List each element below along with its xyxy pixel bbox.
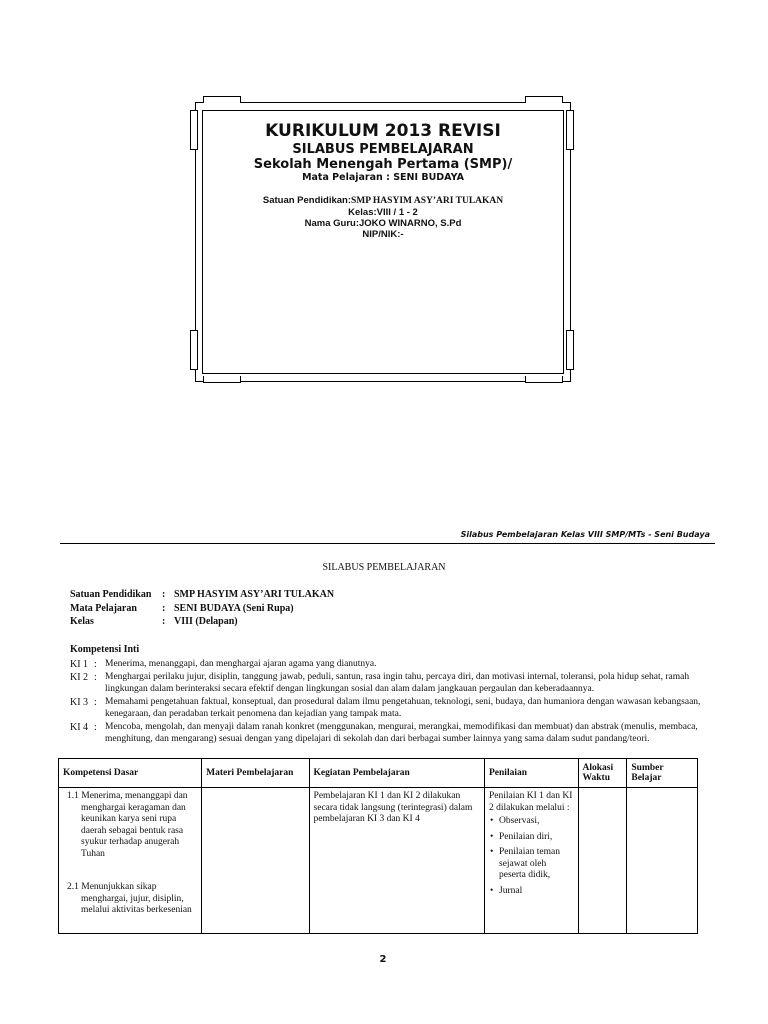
cover-kelas: Kelas:VIII / 1 - 2 — [348, 207, 418, 218]
cover-nip: NIP/NIK:- — [362, 229, 404, 240]
cover-satuan: Satuan Pendidikan:SMP HASYIM ASY’ARI TULAKAN — [262, 195, 504, 206]
ki-3-text: Memahami pengetahuan faktual, konseptual, dan prosedural dalam ilmu pengetahuan, teknologi, seni, budaya, dan humaniora dengan wawasan kebangsaan, kenegaraan, dan peradaban terkait penomena dan kejadian yang tampak mata. — [105, 697, 701, 719]
kd-1-1: 1.1 Menerima, menanggapi dan menghargai keragaman dan keunikan karya seni rupa daerah sebagai bentuk rasa syukur terhadap anugerah Tuhan — [67, 791, 188, 859]
ki-heading: Kompetensi Inti — [70, 644, 140, 655]
ki-3-code: KI 3 — [70, 697, 89, 708]
ki-4-code: KI 4 — [70, 722, 89, 733]
document-title: SILABUS PEMBELAJARAN — [322, 562, 446, 573]
running-header: Silabus Pembelajaran Kelas VIII SMP/MTs - Seni Budaya — [460, 530, 710, 539]
kd-2-1: 2.1 Menunjukkan sikap menghargai, jujur, disiplin, melalui aktivitas berkesenian — [67, 882, 192, 915]
cover-corner-tl — [203, 96, 241, 103]
ki-4-colon: : — [94, 722, 97, 733]
ki-2-colon: : — [94, 672, 97, 683]
ki-1-code: KI 1 — [70, 659, 89, 670]
page-number: 2 — [379, 954, 387, 965]
cover-corner-tr — [525, 96, 563, 103]
cell-alokasi — [578, 788, 627, 934]
ki-2-code: KI 2 — [70, 672, 89, 683]
penilaian-list — [489, 816, 574, 897]
header-alokasi: Alokasi Waktu — [578, 759, 627, 788]
cover-tab-right-bottom — [566, 330, 574, 370]
header-rule — [60, 543, 715, 544]
cover-tab-left-bottom — [190, 330, 198, 370]
list-item: • Penilaian teman sejawat oleh peserta didik, — [499, 847, 574, 882]
ki-2-text: Menghargai perilaku jujur, disiplin, tanggung jawab, peduli, santun, rasa ingin tahu, percaya diri, dan motivasi internal, toleransi, pola hidup sehat, ramah lingkungan dalam berinteraksi secara efektif dengan lingkungan sosial dan alam dalam jangkauan pergaulan dan keberadaannya. — [105, 672, 690, 694]
cell-kegiatan: Pembelajaran KI 1 dan KI 2 dilakukan secara tidak langsung (terintegrasi) dalam pembelajaran KI 3 dan KI 4 — [309, 788, 484, 934]
list-item: • Observasi, — [499, 816, 574, 828]
ki-4-text: Mencoba, mengolah, dan menyaji dalam ranah konkret (menggunakan, mengurai, merangkai, memodifikasi dan membuat) dan abstrak (menulis, membaca, menghitung, dan mengarang) sesuai dengan yang dipelajari di sekolah dan dari berbagai sumber lainnya yang sama dalam sudut pandang/teori. — [105, 722, 698, 744]
cell-penilaian — [485, 788, 579, 934]
header-kompetensi-dasar: Kompetensi Dasar — [59, 759, 202, 788]
cover-title: KURIKULUM 2013 REVISI — [265, 121, 501, 141]
penilaian-intro: Penilaian KI 1 dan KI 2 dilakukan melalui : — [489, 791, 573, 813]
cover-subtitle: SILABUS PEMBELAJARAN — [292, 142, 474, 157]
header-penilaian: Penilaian — [485, 759, 579, 788]
syllabus-table — [58, 758, 698, 934]
cover-tab-left-top — [190, 110, 198, 150]
cell-sumber — [627, 788, 698, 934]
cover-subject: Mata Pelajaran : SENI BUDAYA — [302, 172, 464, 183]
table-row — [59, 788, 698, 934]
header-sumber: Sumber Belajar — [627, 759, 698, 788]
header-kegiatan: Kegiatan Pembelajaran — [309, 759, 484, 788]
header-materi: Materi Pembelajaran — [202, 759, 309, 788]
cover-tab-right-top — [566, 110, 574, 150]
ki-1-colon: : — [94, 659, 97, 670]
table-header-row — [59, 759, 698, 788]
cell-materi — [202, 788, 309, 934]
cover-guru: Nama Guru:JOKO WINARNO, S.Pd — [304, 218, 462, 229]
cover-corner-br — [525, 376, 563, 383]
cover-school-level: Sekolah Menengah Pertama (SMP)/ — [253, 157, 513, 172]
cell-kompetensi-dasar — [59, 788, 202, 934]
ki-1-text: Menerima, menanggapi, dan menghargai ajaran agama yang dianutnya. — [105, 659, 377, 669]
ki-3-colon: : — [94, 697, 97, 708]
list-item: • Penilaian diri, — [499, 832, 574, 844]
list-item: • Jurnal — [499, 886, 574, 898]
cover-corner-bl — [203, 376, 241, 383]
